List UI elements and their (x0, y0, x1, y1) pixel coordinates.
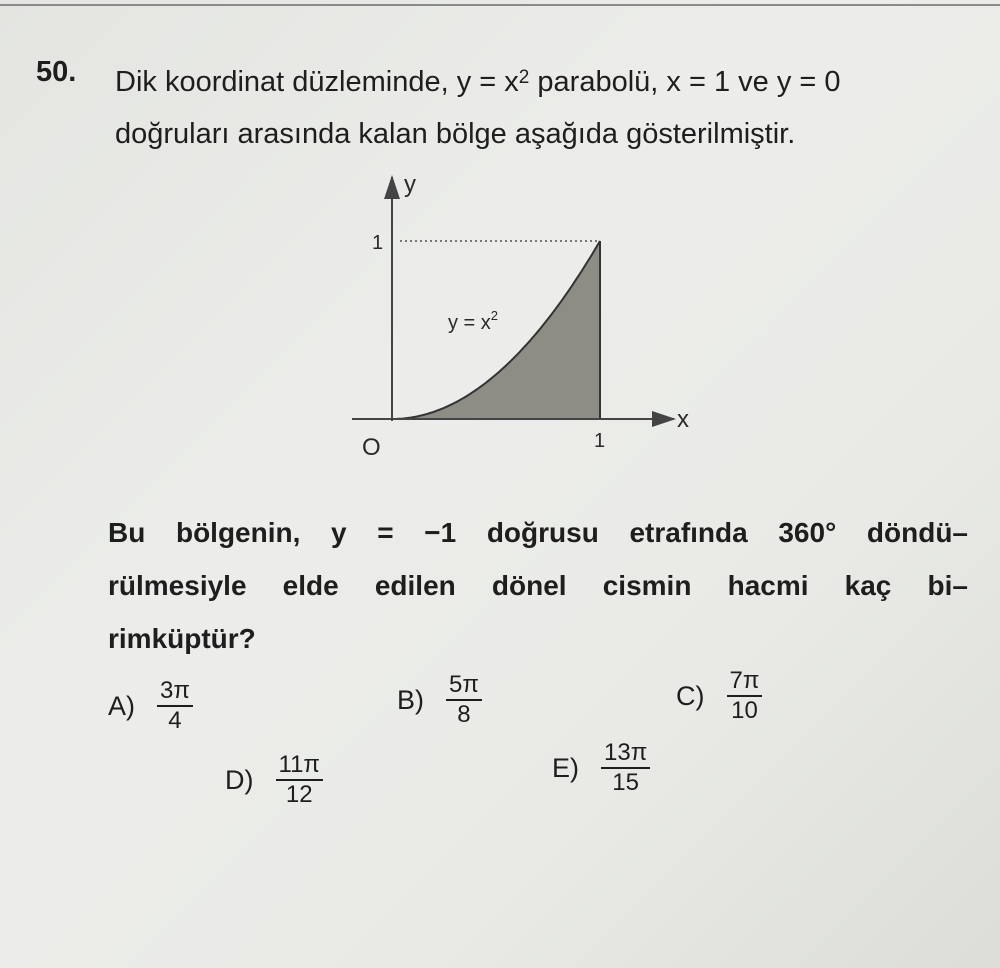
graph-svg (340, 165, 720, 470)
prompt-line-2: rülmesiyle elde edilen dönel cismin hacmi kaç bi– (108, 570, 968, 601)
option-d-letter: D) (225, 764, 254, 795)
stem-exponent: 2 (518, 67, 530, 88)
curve-label: $y = x^2$ (448, 308, 499, 334)
option-c-fraction: $\frac{7\pi}{10}$ (727, 668, 763, 724)
y-axis-label: y (404, 171, 416, 198)
shaded-region (392, 241, 600, 419)
stem-line-2: doğruları arasında kalan bölge aşağıda gösterilmiştir. (115, 118, 796, 150)
option-e[interactable] (552, 740, 650, 796)
option-e-fraction: $\frac{13\pi}{15}$ (601, 740, 650, 796)
parabola-region-figure (340, 165, 720, 470)
option-d-fraction: $\frac{11\pi}{12}$ (276, 752, 323, 808)
option-b-fraction: $\frac{5\pi}{8}$ (446, 672, 482, 728)
top-rule (0, 4, 1000, 6)
question-prompt (108, 506, 968, 665)
stem-line-1: Dik koordinat düzleminde, $y = x^2$ parabolü, x = 1 ve y = 0 (115, 66, 841, 98)
option-a-fraction: $\frac{3\pi}{4}$ (157, 678, 193, 734)
option-b-letter: B) (397, 684, 424, 715)
option-a-letter: A) (108, 690, 135, 721)
x-axis-label: x (677, 406, 689, 433)
x-tick-label: 1 (594, 430, 606, 452)
option-e-letter: E) (552, 752, 579, 783)
option-c[interactable] (676, 668, 762, 724)
question-number: 50. (36, 56, 77, 88)
option-a[interactable] (108, 678, 193, 734)
prompt-line-3: rimküptür? (108, 623, 256, 654)
option-d[interactable] (225, 752, 323, 808)
option-b[interactable] (397, 672, 482, 728)
option-c-letter: C) (676, 680, 705, 711)
y-tick-label: 1 (372, 232, 384, 254)
origin-label: O (362, 434, 381, 461)
question-stem (115, 56, 975, 160)
prompt-line-1: Bu bölgenin, y = −1 doğrusu etrafında 360° döndü– (108, 517, 968, 548)
